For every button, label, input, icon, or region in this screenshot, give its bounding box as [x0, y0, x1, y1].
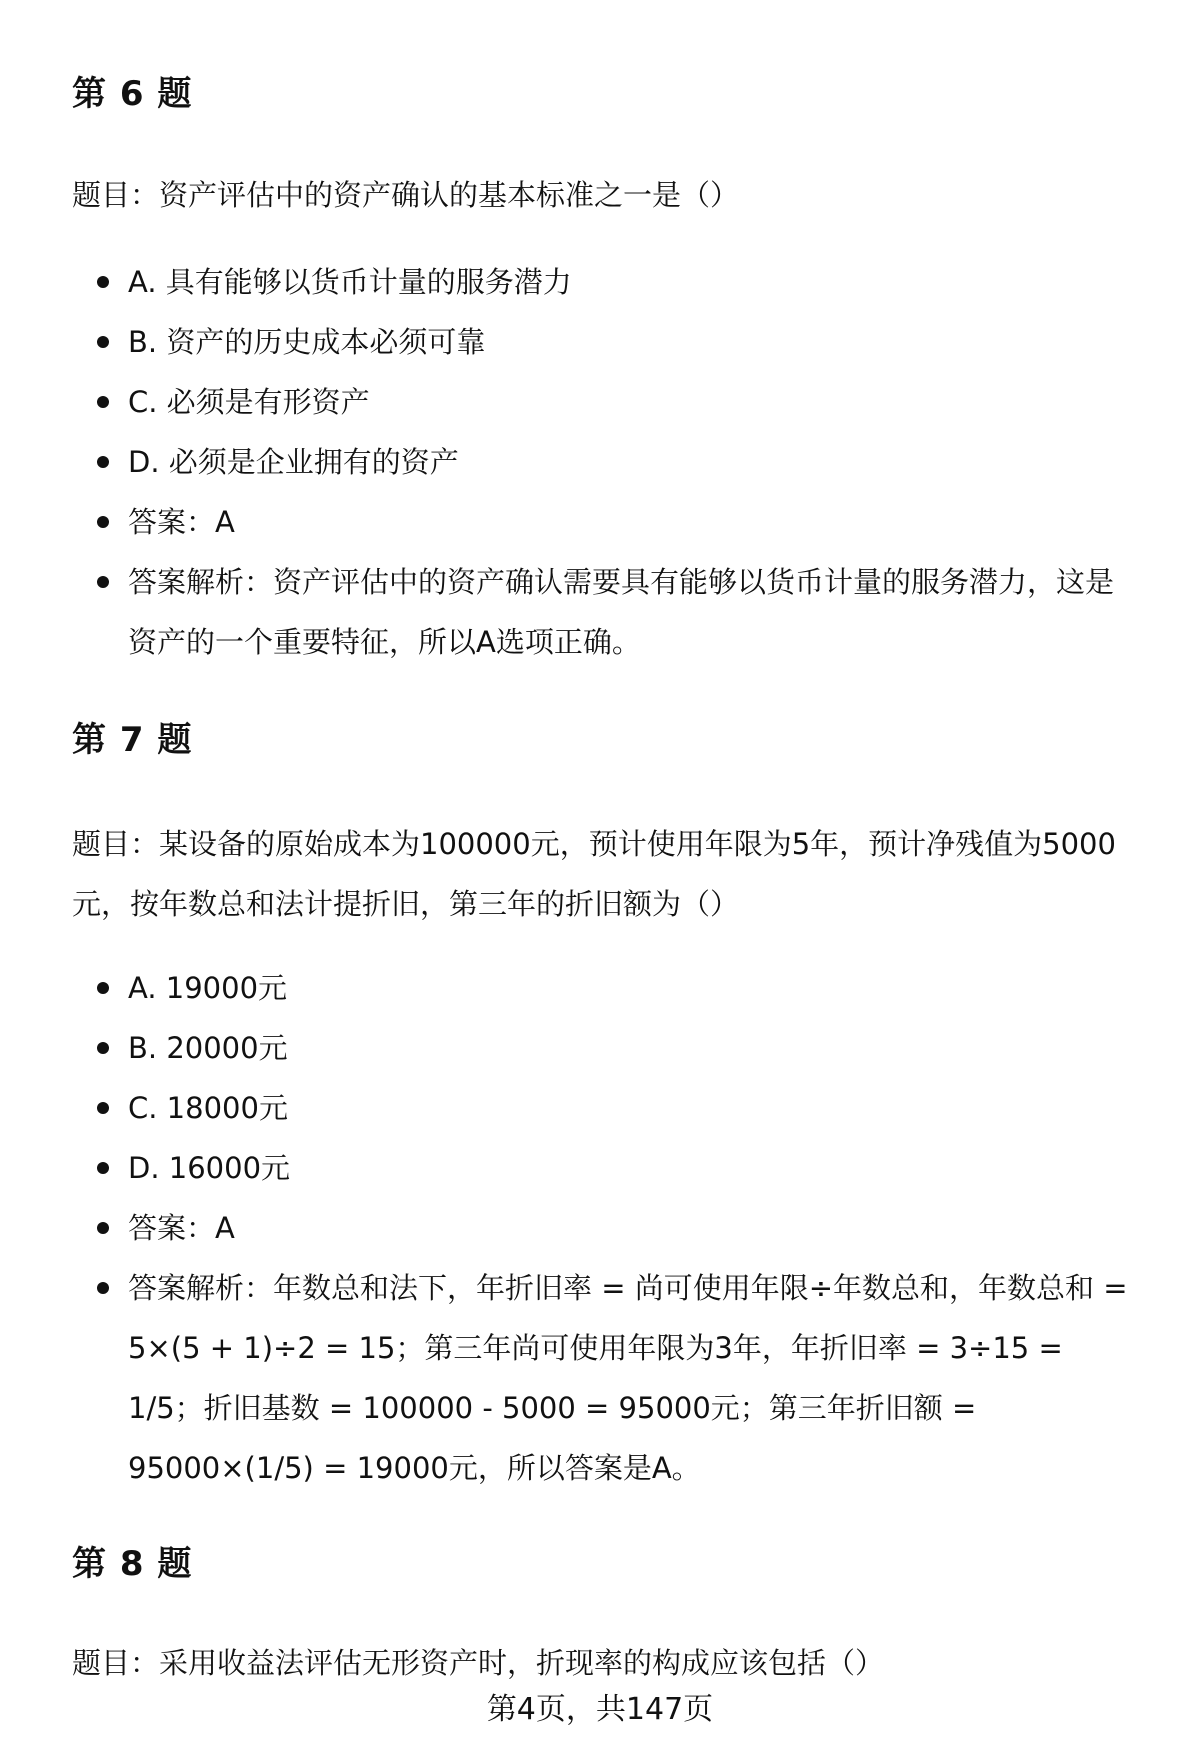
option-text: C. 18000元	[128, 1091, 288, 1125]
option-text: A. 19000元	[128, 971, 288, 1005]
option-item	[0, 432, 1200, 492]
question-heading: 第 6 题	[72, 74, 193, 114]
option-text: D. 必须是企业拥有的资产	[128, 445, 459, 479]
answer-item	[0, 1198, 1200, 1258]
explanation-text: 答案解析：资产评估中的资产确认需要具有能够以货币计量的服务潜力，这是资产的一个重要特征，所以A选项正确。	[128, 565, 1115, 659]
option-text: A. 具有能够以货币计量的服务潜力	[128, 265, 572, 299]
option-item	[0, 312, 1200, 372]
option-item	[0, 372, 1200, 432]
option-item	[0, 1138, 1200, 1198]
option-text: B. 20000元	[128, 1031, 288, 1065]
bullet-icon	[97, 576, 109, 588]
option-text: C. 必须是有形资产	[128, 385, 370, 419]
option-item	[0, 958, 1200, 1018]
question-heading: 第 8 题	[72, 1544, 193, 1584]
option-item	[0, 1018, 1200, 1078]
bullet-icon	[97, 1222, 109, 1234]
bullet-icon	[97, 1162, 109, 1174]
explanation-text: 答案解析：年数总和法下，年折旧率 = 尚可使用年限÷年数总和，年数总和 = 5×(5 + 1)÷2 = 15；第三年尚可使用年限为3年，年折旧率 = 3÷15 = 1/5；折旧基数 = 100000 - 5000 = 95000元；第三年折旧额 = 95000×(1/5) = 19000元，所以答案是A。	[128, 1271, 1128, 1485]
question-stem: 题目：采用收益法评估无形资产时，折现率的构成应该包括（）	[72, 1646, 885, 1680]
question-stem: 题目：资产评估中的资产确认的基本标准之一是（）	[72, 178, 740, 212]
option-item	[0, 252, 1200, 312]
bullet-icon	[97, 1282, 109, 1294]
bullet-icon	[97, 1102, 109, 1114]
bullet-icon	[97, 516, 109, 528]
bullet-icon	[97, 982, 109, 994]
answer-text: 答案：A	[128, 1211, 235, 1245]
bullet-icon	[97, 456, 109, 468]
option-list	[0, 958, 1200, 1498]
bullet-icon	[97, 276, 109, 288]
option-item	[0, 1078, 1200, 1138]
bullet-icon	[97, 1042, 109, 1054]
bullet-icon	[97, 396, 109, 408]
bullet-icon	[97, 336, 109, 348]
question-heading: 第 7 题	[72, 720, 193, 760]
answer-text: 答案：A	[128, 505, 235, 539]
page-footer: 第4页，共147页	[486, 1692, 714, 1727]
explanation-item	[0, 552, 1200, 672]
option-text: D. 16000元	[128, 1151, 291, 1185]
explanation-item	[0, 1258, 1200, 1498]
option-text: B. 资产的历史成本必须可靠	[128, 325, 486, 359]
question-stem: 题目：某设备的原始成本为100000元，预计使用年限为5年，预计净残值为5000元，按年数总和法计提折旧，第三年的折旧额为（）	[72, 827, 1116, 921]
option-list	[0, 252, 1200, 672]
answer-item	[0, 492, 1200, 552]
